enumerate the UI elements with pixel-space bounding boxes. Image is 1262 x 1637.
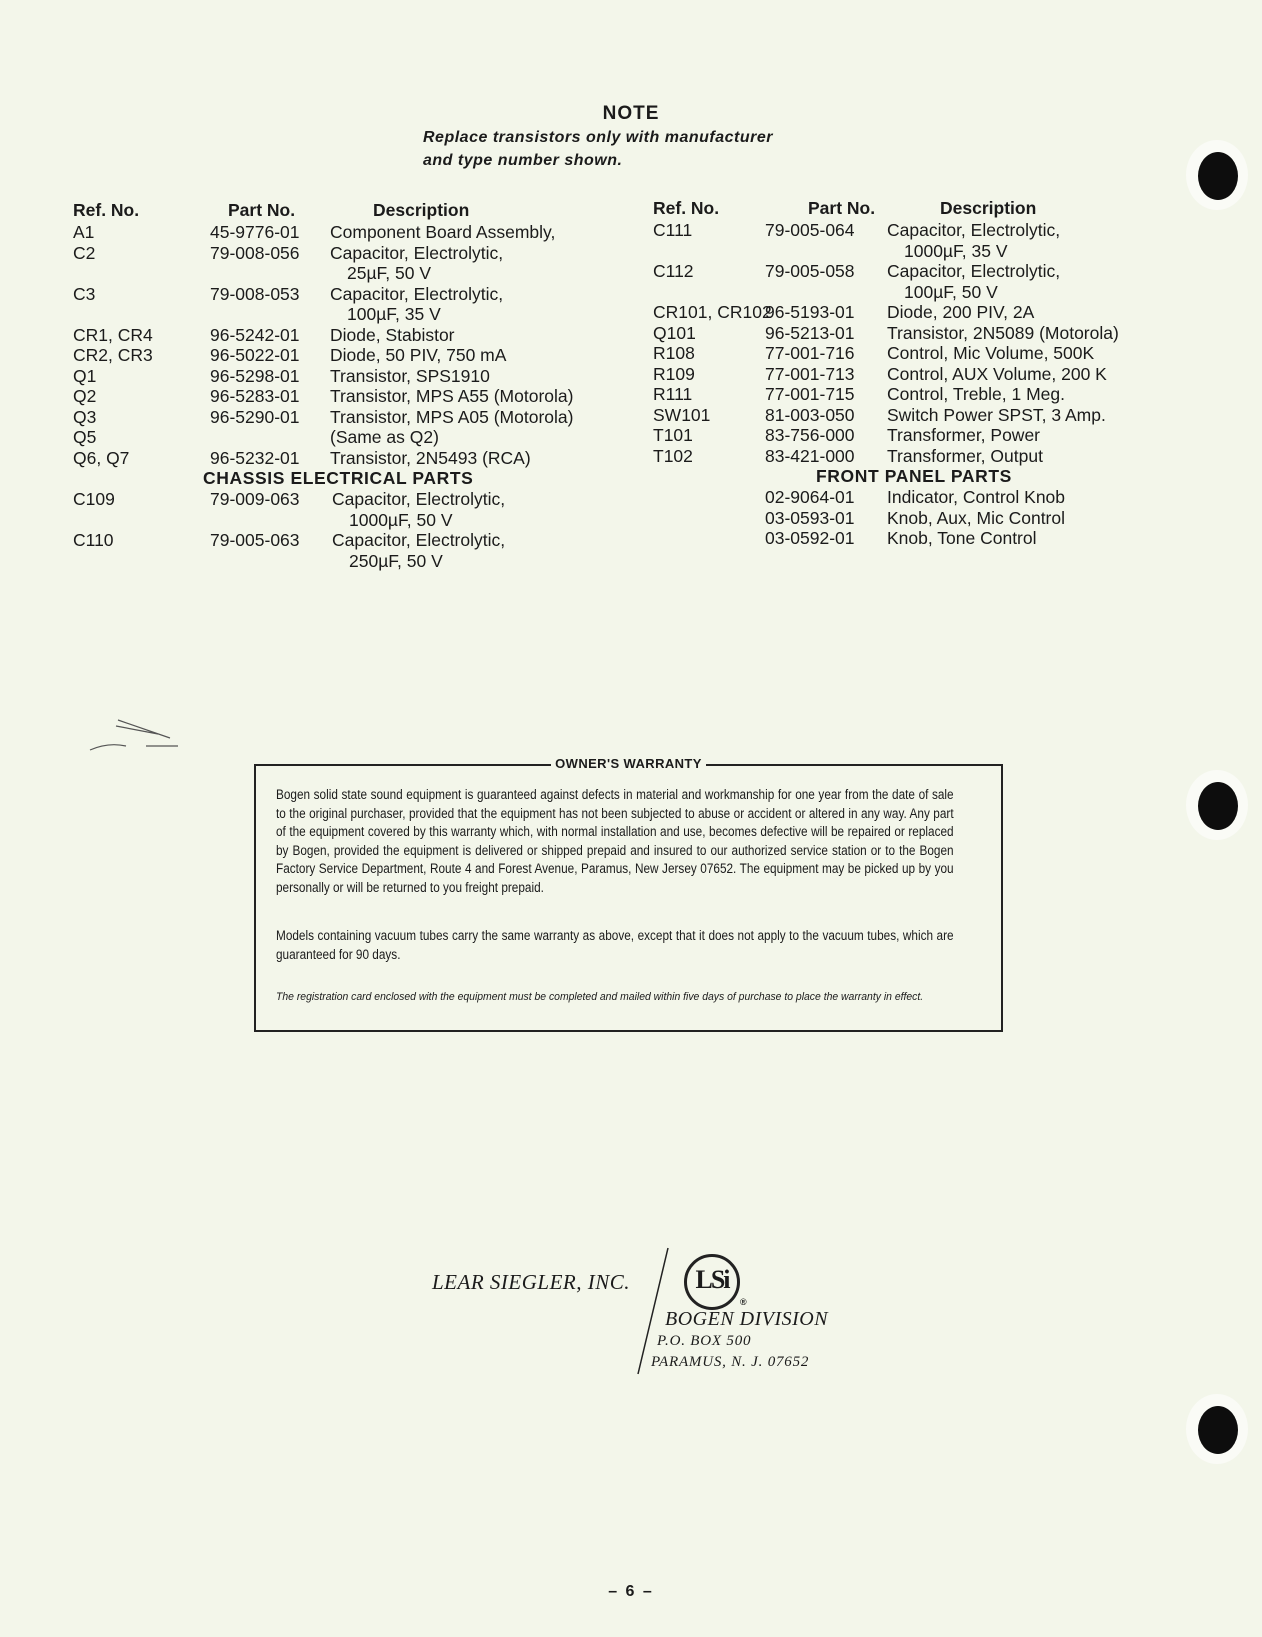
part-description: Control, Treble, 1 Meg. [887, 384, 1065, 404]
parts-list-header [653, 198, 1213, 220]
part-description: Diode, Stabistor [330, 324, 455, 345]
part-ref-no: CR101, CR102 [653, 302, 772, 322]
part-number: 45-9776-01 [210, 222, 300, 242]
part-description-continued: 250µF, 50 V [349, 550, 443, 571]
part-ref-no: C3 [73, 283, 96, 304]
parts-rows [653, 220, 1213, 466]
part-no-header: Part No. [228, 200, 296, 220]
part-description: Diode, 50 PIV, 750 mA [330, 345, 507, 365]
front-panel-parts-rows [653, 487, 1213, 549]
part-row [653, 508, 1213, 529]
binder-hole [1198, 1406, 1238, 1454]
part-description: Indicator, Control Knob [887, 487, 1066, 507]
chassis-section-title: CHASSIS ELECTRICAL PARTS [203, 468, 474, 488]
part-row [73, 222, 643, 243]
part-number: 79-008-053 [210, 283, 300, 304]
part-number: 83-421-000 [765, 445, 855, 466]
part-number: 96-5290-01 [210, 406, 300, 427]
part-row [73, 243, 643, 284]
part-description: Transistor, MPS A55 (Motorola) [330, 386, 574, 406]
part-row [653, 425, 1213, 446]
part-row [73, 325, 643, 346]
description-header: Description [373, 200, 470, 220]
part-row [653, 261, 1213, 302]
part-number: 96-5213-01 [765, 322, 855, 343]
part-ref-no: R111 [653, 384, 693, 404]
note-line-1: Replace transistors only with manufacturer [423, 129, 773, 146]
part-ref-no: C111 [653, 220, 693, 240]
part-row [73, 386, 643, 407]
part-number: 03-0592-01 [765, 528, 855, 548]
part-description: Component Board Assembly, [330, 222, 556, 242]
address-line-2: PARAMUS, N. J. 07652 [651, 1354, 810, 1370]
part-number: 96-5022-01 [210, 345, 300, 365]
part-description: Transistor, 2N5493 (RCA) [330, 447, 531, 468]
part-row [653, 405, 1213, 426]
part-description: Capacitor, Electrolytic, [887, 220, 1061, 240]
part-ref-no: Q3 [73, 406, 97, 427]
part-description-continued: 25µF, 50 V [347, 263, 432, 283]
division-name: BOGEN DIVISION [665, 1308, 829, 1330]
part-description: Transistor, SPS1910 [330, 365, 490, 386]
description-header: Description [940, 198, 1037, 218]
lsi-logo [684, 1254, 740, 1310]
part-ref-no: T101 [653, 425, 693, 445]
warranty-paragraph-1: Bogen solid state sound equipment is guaranteed against defects in material and workmanship for one year from the date of sale to the original purchaser, provided that the equipment has not been subjected to abuse or accident or altered in any way. Any part of the equipment covered by this warranty which, with normal installation and use, becomes defective will be repaired or replaced by Bogen, provided the equipment is delivered or shipped prepaid and insured to our authorized service station or to the Bogen Factory Service Department, Route 4 and Forest Avenue, Paramus, New Jersey 07652. The equipment may be picked up by you personally or will be returned to you freight prepaid. [276, 787, 954, 895]
part-row [653, 487, 1213, 508]
part-description-continued: 100µF, 35 V [347, 304, 441, 324]
part-ref-no: C109 [73, 489, 115, 509]
part-description: Knob, Tone Control [887, 528, 1037, 548]
part-description: Transformer, Output [887, 445, 1043, 466]
part-number: 96-5232-01 [210, 447, 300, 468]
part-ref-no: CR1, CR4 [73, 324, 153, 345]
page-number: – 6 – [608, 1583, 654, 1600]
part-ref-no: SW101 [653, 404, 711, 425]
part-description: (Same as Q2) [330, 427, 439, 447]
chassis-parts-rows [73, 489, 643, 571]
parts-list-header [73, 200, 643, 222]
warranty-registration-note: The registration card enclosed with the equipment must be completed and mailed within five days of purchase to place the warranty in effect. [276, 991, 924, 1003]
part-row [653, 384, 1213, 405]
note-text [423, 126, 863, 172]
binder-hole [1198, 152, 1238, 200]
address-line-1: P.O. BOX 500 [657, 1333, 752, 1349]
pencil-mark [88, 716, 188, 756]
part-row [73, 427, 643, 448]
part-ref-no: R109 [653, 363, 695, 384]
part-row [653, 220, 1213, 261]
part-number: 96-5242-01 [210, 324, 300, 345]
part-number: 81-003-050 [765, 404, 855, 425]
ref-no-header: Ref. No. [73, 200, 140, 220]
part-ref-no: Q5 [73, 427, 97, 447]
part-no-header: Part No. [808, 198, 876, 218]
part-number: 79-008-056 [210, 242, 300, 263]
warranty-paragraph-2: Models containing vacuum tubes carry the same warranty as above, except that it does not apply to the vacuum tubes, which are guaranteed for 90 days. [276, 928, 954, 962]
parts-list-left [73, 200, 643, 571]
part-ref-no: R108 [653, 343, 695, 363]
part-description: Capacitor, Electrolytic, [330, 283, 504, 304]
part-description: Transformer, Power [887, 425, 1041, 445]
binder-hole [1198, 782, 1238, 830]
part-number: 96-5193-01 [765, 302, 855, 322]
front-panel-section-title: FRONT PANEL PARTS [816, 466, 1012, 486]
part-row [653, 343, 1213, 364]
part-ref-no: Q1 [73, 365, 97, 386]
part-description-continued: 100µF, 50 V [904, 281, 998, 302]
part-row [73, 284, 643, 325]
part-ref-no: T102 [653, 445, 693, 466]
part-row [73, 366, 643, 387]
part-description-continued: 1000µF, 50 V [349, 509, 453, 530]
part-row [653, 323, 1213, 344]
part-number: 79-005-058 [765, 261, 855, 281]
part-description: Transistor, MPS A05 (Motorola) [330, 406, 574, 427]
part-number: 03-0593-01 [765, 507, 855, 528]
part-row [73, 407, 643, 428]
part-number: 79-005-064 [765, 220, 855, 240]
part-number: 96-5298-01 [210, 365, 300, 386]
logo-text: LSi [695, 1265, 729, 1294]
part-description: Switch Power SPST, 3 Amp. [887, 404, 1106, 425]
company-name: LEAR SIEGLER, INC. [432, 1270, 630, 1294]
part-number: 02-9064-01 [765, 487, 855, 507]
part-ref-no: Q2 [73, 386, 97, 406]
registered-mark: ® [740, 1297, 747, 1307]
part-description: Diode, 200 PIV, 2A [887, 302, 1035, 322]
part-number: 79-005-063 [210, 530, 300, 550]
part-ref-no: CR2, CR3 [73, 345, 153, 365]
part-row [653, 364, 1213, 385]
part-description: Capacitor, Electrolytic, [332, 530, 506, 550]
ref-no-header: Ref. No. [653, 198, 720, 218]
part-row [73, 489, 643, 530]
part-number: 79-009-063 [210, 489, 300, 509]
part-description: Knob, Aux, Mic Control [887, 507, 1065, 528]
part-ref-no: A1 [73, 222, 95, 242]
part-ref-no: C112 [653, 261, 694, 281]
part-row [73, 448, 643, 469]
owners-warranty-box [254, 756, 1003, 1032]
part-description: Capacitor, Electrolytic, [887, 261, 1061, 281]
part-ref-no: Q101 [653, 322, 696, 343]
part-number: 77-001-715 [765, 384, 855, 404]
part-description: Control, Mic Volume, 500K [887, 343, 1095, 363]
part-row [653, 302, 1213, 323]
part-description: Capacitor, Electrolytic, [330, 242, 504, 263]
part-description: Capacitor, Electrolytic, [332, 489, 506, 509]
part-ref-no: C2 [73, 242, 96, 263]
part-ref-no: C110 [73, 530, 114, 550]
warranty-title: OWNER'S WARRANTY [551, 756, 706, 771]
note-title: NOTE [602, 103, 660, 124]
part-description: Transistor, 2N5089 (Motorola) [887, 322, 1119, 343]
part-row [73, 345, 643, 366]
part-ref-no: Q6, Q7 [73, 447, 130, 468]
parts-rows [73, 222, 643, 468]
part-description: Control, AUX Volume, 200 K [887, 363, 1107, 384]
part-number: 96-5283-01 [210, 386, 300, 406]
part-number: 83-756-000 [765, 425, 855, 445]
part-row [653, 446, 1213, 467]
part-row [73, 530, 643, 571]
part-number: 77-001-716 [765, 343, 855, 363]
parts-list-right [653, 198, 1213, 549]
part-number: 77-001-713 [765, 363, 855, 384]
part-row [653, 528, 1213, 549]
note-line-2: and type number shown. [423, 152, 623, 169]
part-description-continued: 1000µF, 35 V [904, 240, 1008, 261]
